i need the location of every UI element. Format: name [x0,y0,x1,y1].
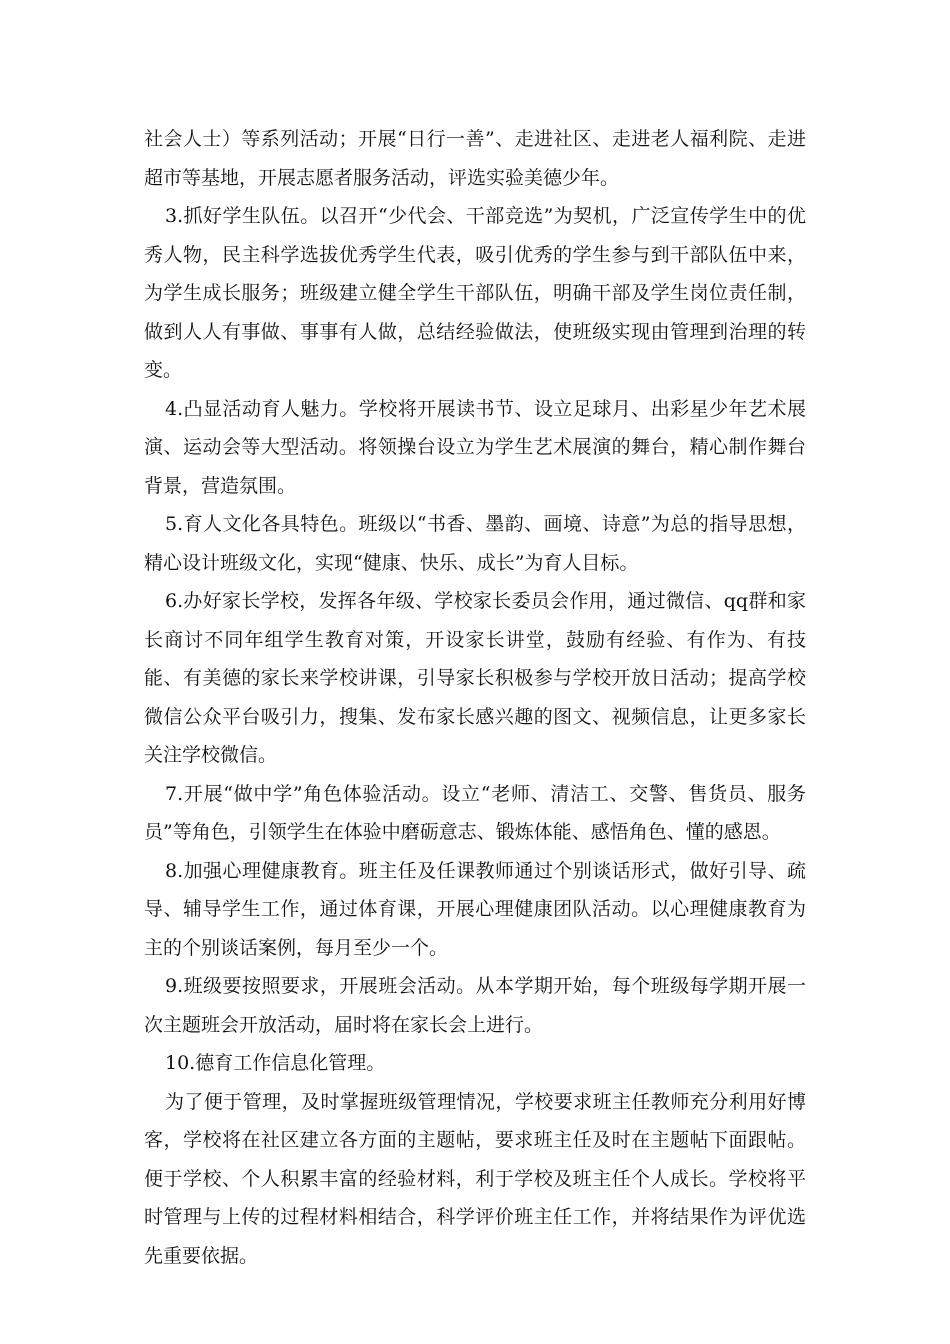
paragraph-item-8-mental-health: 8.加强心理健康教育。班主任及任课教师通过个别谈话形式，做好引导、疏导、辅导学生工作，通过体育课，开展心理健康团队活动。以心理健康教育为主的个别谈话案例，每月至少一个。 [144,859,806,959]
paragraph-item-10-body: 为了便于管理，及时掌握班级管理情况，学校要求班主任教师充分利用好博客，学校将在社区建立各方面的主题帖，要求班主任及时在主题帖下面跟帖。便于学校、个人积累丰富的经验材料，利于学校及班主任个人成长。学校将平时管理与上传的过程材料相结合，科学评价班主任工作，并将结果作为评优选先重要依据。 [144,1090,806,1267]
paragraph-item-5-culture: 5.育人文化各具特色。班级以“书香、墨韵、画境、诗意”为总的指导思想，精心设计班级文化，实现“健康、快乐、成长”为育人目标。 [144,513,806,574]
paragraph-item-10-heading: 10.德育工作信息化管理。 [165,1052,386,1074]
paragraph-item-6-parent-school: 6.办好家长学校，发挥各年级、学校家长委员会作用，通过微信、qq群和家长商讨不同年组学生教育对策，开设家长讲堂，鼓励有经验、有作为、有技能、有美德的家长来学校讲课，引导家长积极参与学校开放日活动；提高学校微信公众平台吸引力，搜集、发布家长感兴趣的图文、视频信息，让更多家长关注学校微信。 [144,590,806,766]
paragraph-item-4-activities: 4.凸显活动育人魅力。学校将开展读书节、设立足球月、出彩星少年艺术展演、运动会等大型活动。将领操台设立为学生艺术展演的舞台，精心制作舞台背景，营造氛围。 [144,397,806,497]
paragraph-volunteer-activities: 社会人士）等系列活动；开展“日行一善”、走进社区、走进老人福利院、走进超市等基地，开展志愿者服务活动，评选实验美德少年。 [144,128,806,189]
document-body [144,120,806,1275]
paragraph-item-7-role-experience: 7.开展“做中学”角色体验活动。设立“老师、清洁工、交警、售货员、服务员”等角色，引领学生在体验中磨砺意志、锻炼体能、感悟角色、懂的感恩。 [144,782,806,843]
paragraph-item-3-student-team: 3.抓好学生队伍。以召开“少代会、干部竞选”为契机，广泛宣传学生中的优秀人物，民主科学选拔优秀学生代表，吸引优秀的学生参与到干部队伍中来，为学生成长服务；班级建立健全学生干部队伍，明确干部及学生岗位责任制，做到人人有事做、事事有人做，总结经验做法，使班级实现由管理到治理的转变。 [144,205,806,381]
paragraph-item-9-class-meeting: 9.班级要按照要求，开展班会活动。从本学期开始，每个班级每学期开展一次主题班会开放活动，届时将在家长会上进行。 [144,975,806,1036]
